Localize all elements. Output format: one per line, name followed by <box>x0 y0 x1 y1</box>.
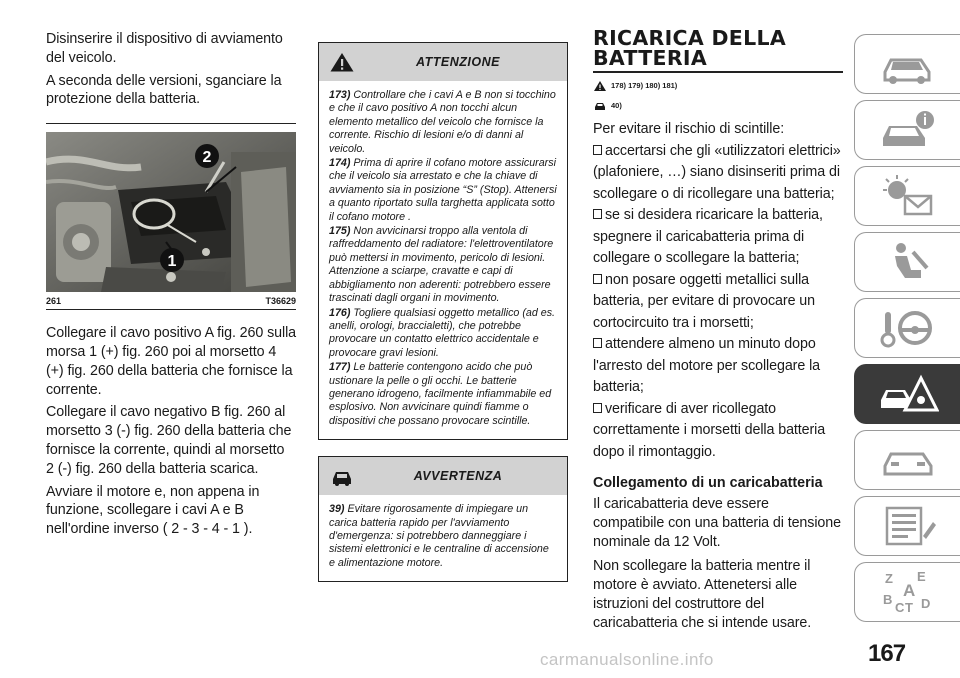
tab-emergency[interactable] <box>854 364 960 424</box>
checkbox-bullet-icon <box>593 403 602 413</box>
attenzione-title: ATTENZIONE <box>416 55 500 69</box>
page-number: 167 <box>868 640 906 667</box>
warning-number: 176) <box>329 306 351 319</box>
tab-starting-driving[interactable] <box>854 298 960 358</box>
attenzione-body <box>319 81 567 439</box>
warning-reference-numbers: 178) 179) 180) 181) <box>611 81 678 90</box>
bullet-item <box>593 270 843 335</box>
section-title-line: RICARICA DELLA <box>593 26 786 50</box>
warning-number: 173) <box>329 89 351 101</box>
warning-item <box>329 225 557 305</box>
car-info-icon <box>877 106 939 154</box>
instruction-paragraph: Collegare il cavo positivo A fig. 260 sulla morsa 1 (+) fig. 260 poi al morsetto 4 (+) fig. 260 della batteria che fornisce la corrente. <box>46 325 297 398</box>
section-title-rule <box>593 71 843 73</box>
warning-number: 177) <box>329 361 351 374</box>
warning-references <box>593 78 843 93</box>
figure-number: 261 <box>46 296 62 307</box>
warning-number: 174) <box>329 157 351 170</box>
warning-text: Togliere qualsiasi oggetto metallico (ad es. anelli, orologi, braccialetti), che potrebbe provocare un contatto elettrico accidentale e provocare gravi lesioni. <box>329 306 556 359</box>
bullet-text: attendere almeno un minuto dopo l'arresto del motore per scollegare la batteria; <box>593 336 820 395</box>
avvertenza-header <box>319 457 567 495</box>
bullet-item <box>593 205 843 270</box>
bullet-item <box>593 399 843 464</box>
figure-top-rule <box>46 123 296 124</box>
avvertenza-body <box>319 495 567 581</box>
bullet-item <box>593 141 843 206</box>
tab-warning-lights[interactable] <box>854 166 960 226</box>
checkbox-bullet-icon <box>593 338 602 348</box>
index-letter: A <box>902 581 915 600</box>
column-right <box>593 28 843 633</box>
chapter-tab-sidebar <box>854 34 960 628</box>
attenzione-box <box>318 42 568 440</box>
warning-number: 175) <box>329 225 351 238</box>
tab-maintenance[interactable] <box>854 430 960 490</box>
intro-paragraph: A seconda delle versioni, sganciare la protezione della batteria. <box>46 72 282 108</box>
callout-1-label: 1 <box>167 253 177 271</box>
notice-references <box>593 98 843 113</box>
warning-text: Prima di aprire il cofano motore assicurarsi che il veicolo sia arrestato e che la chiave di avviamento sia in posizione “S” (Stop). Attenersi a quanto riportato sulla targhetta applicata sotto il cofano motore . <box>329 157 557 223</box>
attenzione-header <box>319 43 567 81</box>
vehicle-notice-icon <box>329 465 355 487</box>
section-title-line: BATTERIA <box>593 46 708 70</box>
tab-dashboard[interactable] <box>854 34 960 94</box>
charger-paragraph: Non scollegare la batteria mentre il motore è avviato. Attenetersi alle istruzioni del costruttore del caricabatteria che si intende usare. <box>593 558 812 631</box>
warning-triangle-icon <box>593 80 607 92</box>
checkbox-bullet-icon <box>593 209 602 219</box>
engine-battery-photo <box>46 132 296 292</box>
callout-2-label: 2 <box>202 149 212 167</box>
instruction-paragraph: Avviare il motore e, non appena in funzione, scollegare i cavi A e B nell'ordine inverso ( 2 - 3 - 4 - 1 ). <box>46 483 260 538</box>
warning-item <box>329 307 557 361</box>
airbag-seat-icon <box>877 238 939 286</box>
charging-intro: Per evitare il rischio di scintille: <box>593 121 785 137</box>
avvertenza-box <box>318 456 568 582</box>
index-letter: C <box>894 600 904 615</box>
notice-reference-numbers: 40) <box>611 101 622 110</box>
warning-text: Non avvicinarsi troppo alla ventola di raffreddamento del radiatore: l'elettroventilatore può mettersi in movimento, pericolo di lesioni. Attenzione a sciarpe, cravatte e capi di abbigliamento non aderenti: potrebbero essere trascinati dagli organi in movimento. <box>329 225 554 305</box>
index-letter: E <box>916 569 926 584</box>
avvertenza-title: AVVERTENZA <box>413 469 503 484</box>
alphabetical-index-icon <box>877 568 939 616</box>
subsection-heading: Collegamento di un caricabatteria <box>593 475 823 491</box>
bullet-text: verificare di aver ricollegato correttamente i morsetti della batteria dopo il rimontaggio. <box>593 400 826 460</box>
bullet-text: se si desidera ricaricare la batteria, spegnere il caricabatteria prima di collegare o scollegare la batteria; <box>593 207 823 266</box>
tab-safety[interactable] <box>854 232 960 292</box>
index-letter: Z <box>884 571 893 586</box>
checkbox-bullet-icon <box>593 274 602 284</box>
car-maintenance-icon <box>877 436 939 484</box>
vehicle-notice-icon <box>593 100 607 112</box>
index-letter: B <box>882 592 892 607</box>
car-dashboard-icon <box>877 40 939 88</box>
warning-triangle-icon <box>329 51 355 73</box>
engine-photo-illustration <box>46 132 296 292</box>
figure-code: T36629 <box>265 296 296 307</box>
checkbox-bullet-icon <box>593 145 602 155</box>
notice-item <box>329 503 557 570</box>
notice-text: Evitare rigorosamente di impiegare un carica batteria rapido per l'avviamento d'emergenza: si potrebbero danneggiare i sistemi elettronici e le centraline di accensione e alimentazione motore. <box>329 503 549 569</box>
warning-item <box>329 361 557 428</box>
specifications-list-icon <box>877 502 939 550</box>
charger-paragraph: Il caricabatteria deve essere compatibile con una batteria di tensione nominale da 12 Volt. <box>593 496 841 550</box>
bullet-text: non posare oggetti metallici sulla batteria, per evitare di provocare un cortocircuito tra i morsetti; <box>593 271 815 331</box>
tab-getting-to-know[interactable] <box>854 100 960 160</box>
warning-lights-icon <box>877 172 939 220</box>
section-title <box>593 28 843 68</box>
key-steering-wheel-icon <box>877 304 939 352</box>
index-letter: D <box>920 596 930 611</box>
bullet-text: accertarsi che gli «utilizzatori elettrici» (plafoniere, …) siano disinseriti prima di scollegare o di ricollegare una batteria; <box>593 142 841 202</box>
figure-caption <box>46 292 296 310</box>
index-letter: T <box>904 600 913 615</box>
instruction-paragraph: Collegare il cavo negativo B fig. 260 al morsetto 3 (-) fig. 260 della batteria che fornisce la corrente, quindi al morsetto 2 (-) fig. 260 della batteria scarica. <box>46 404 292 477</box>
emergency-triangle-icon <box>877 370 939 418</box>
warning-item <box>329 157 557 224</box>
instructions-block <box>46 324 296 539</box>
warning-text: Controllare che i cavi A e B non si tocchino e che il cavo positivo A non tocchi alcun elemento metallico del veicolo che fornisce la corrente. Rischio di lesioni e/o di danni al veicolo. <box>329 89 556 155</box>
bullet-item <box>593 334 843 399</box>
watermark: carmanualsonline.info <box>540 650 714 669</box>
tab-index[interactable] <box>854 562 960 622</box>
warning-text: Le batterie contengono acido che può ustionare la pelle o gli occhi. Le batterie generano idrogeno, facilmente infiammabile ed esplosivo. Non avvicinare quindi fiamme o dispositivi che possano provocare scintille. <box>329 361 552 427</box>
column-middle <box>318 42 568 582</box>
column-left <box>46 30 296 543</box>
intro-paragraph: Disinserire il dispositivo di avviamento del veicolo. <box>46 31 283 66</box>
warning-item <box>329 89 557 156</box>
tab-technical-data[interactable] <box>854 496 960 556</box>
notice-number: 39) <box>329 503 345 516</box>
